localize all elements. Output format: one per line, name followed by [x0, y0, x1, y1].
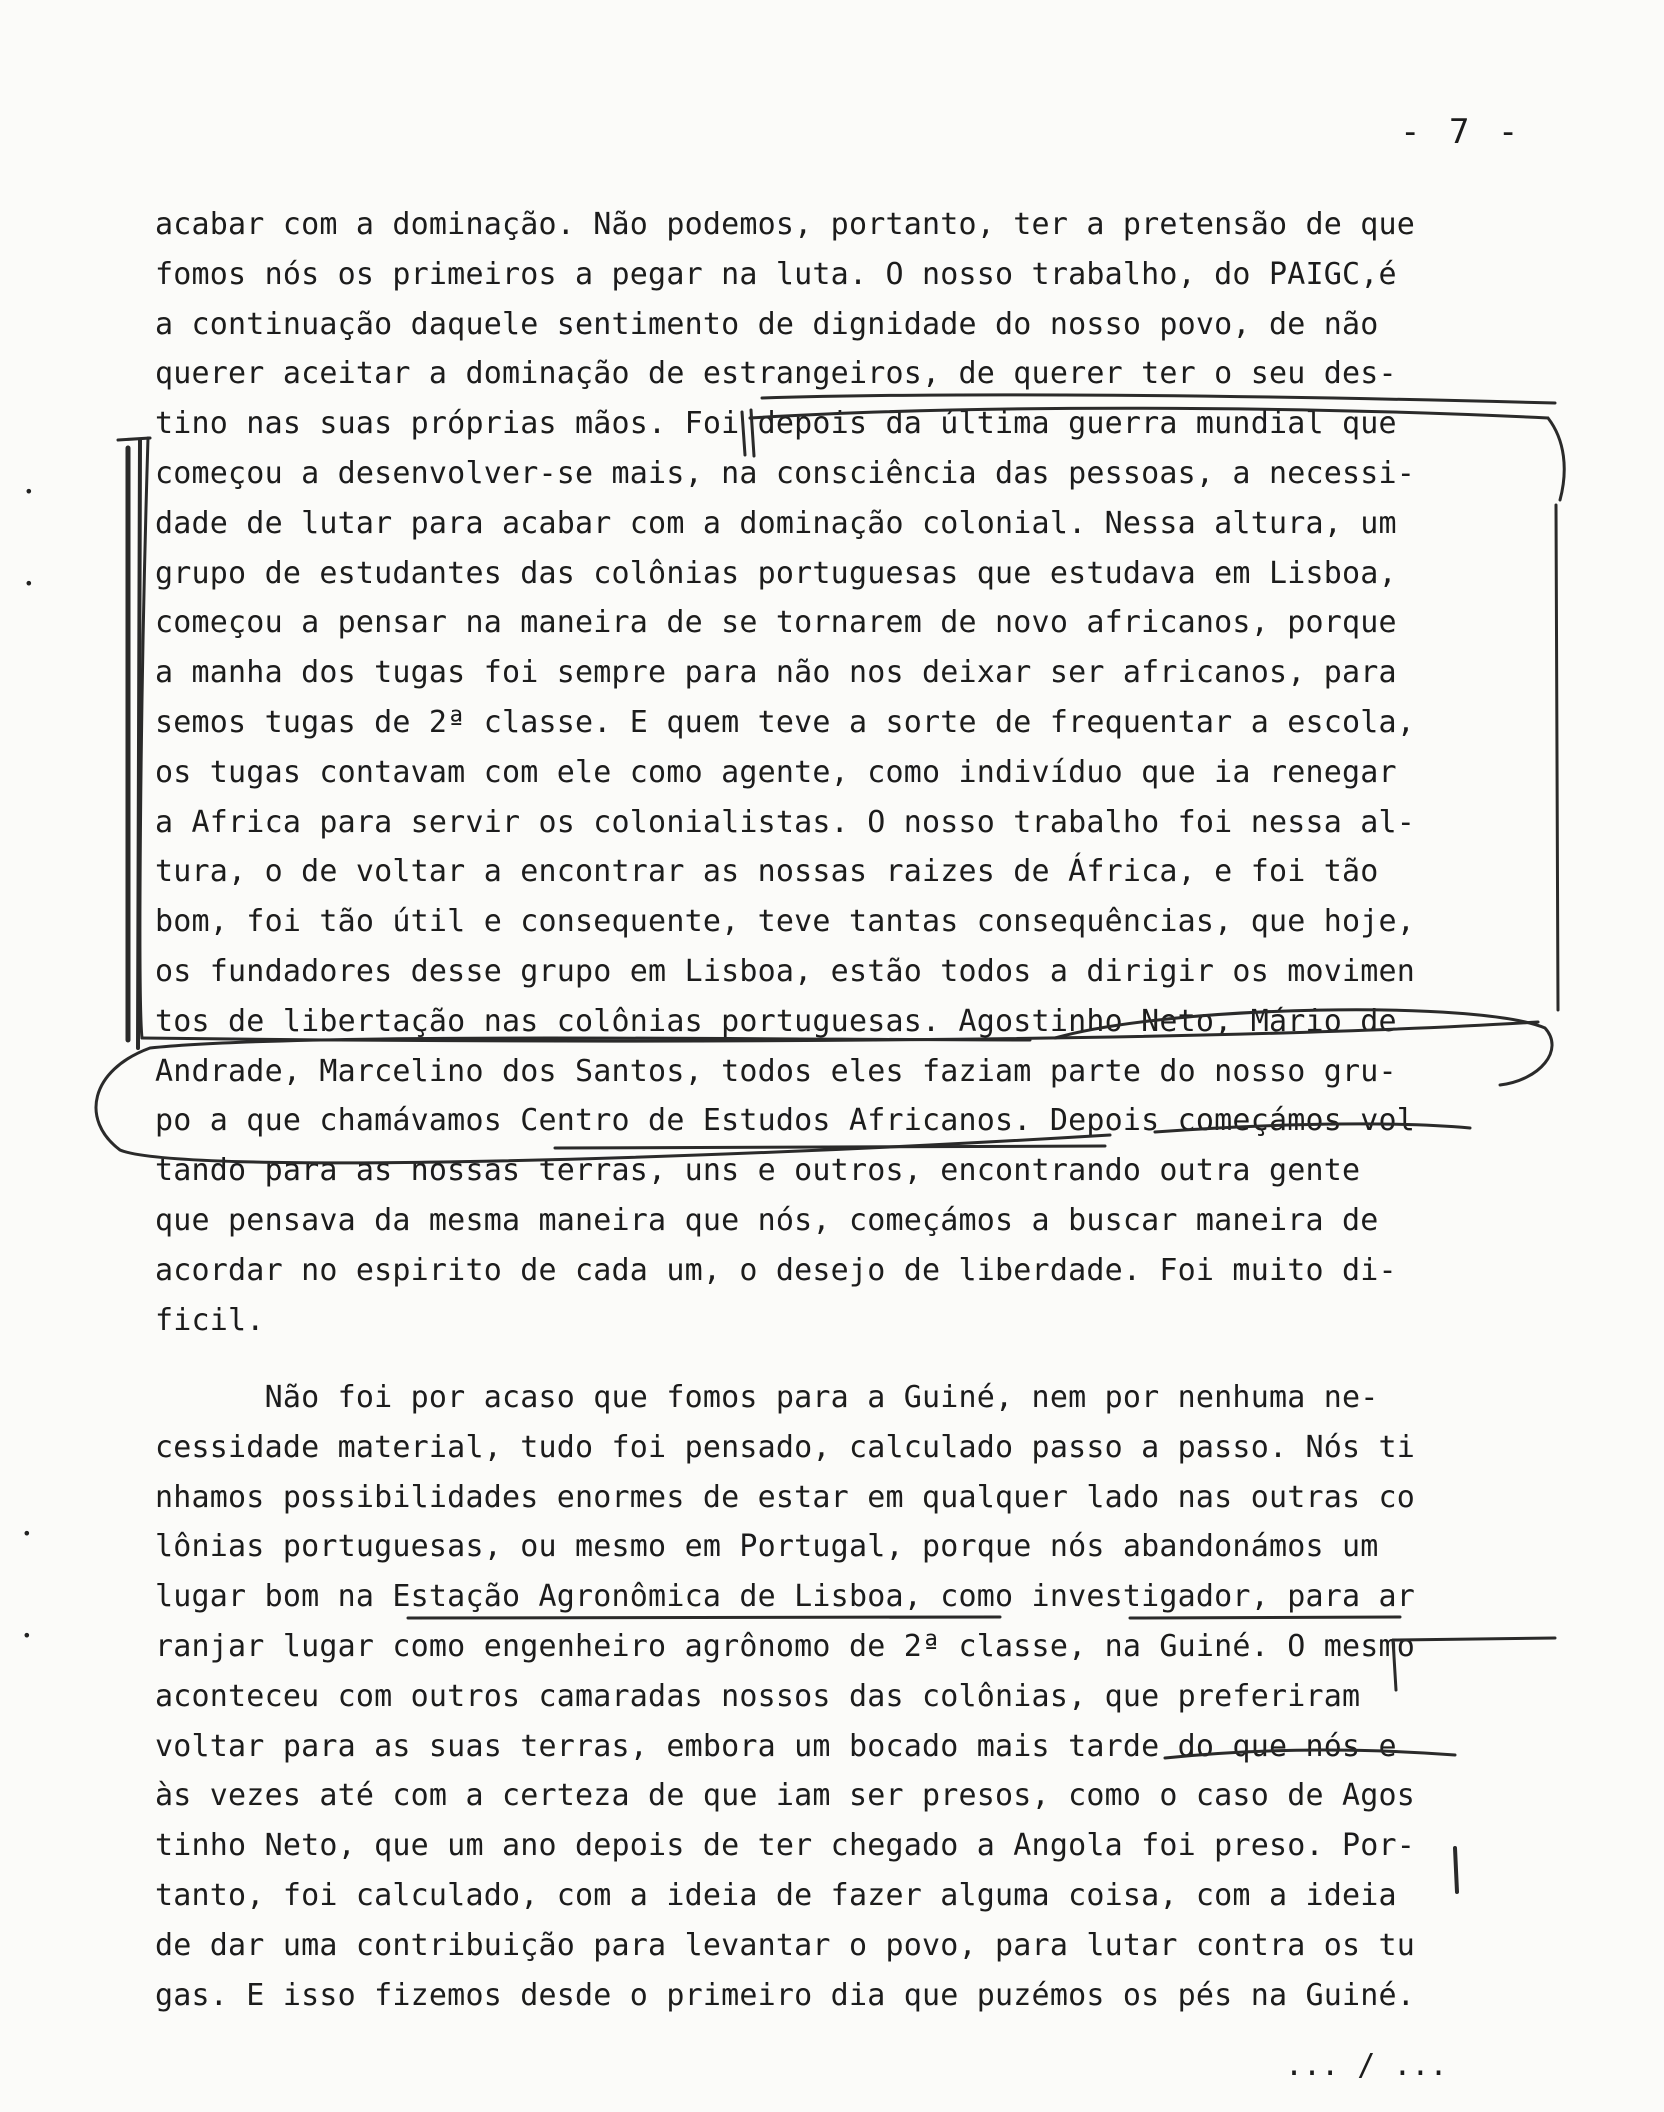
text-line: cessidade material, tudo foi pensado, calculado passo a passo. Nós ti	[155, 1429, 1416, 1465]
text-line: tino nas suas próprias mãos. Foi depois da última guerra mundial que	[155, 406, 1397, 442]
text-line: lugar bom na Estação Agronômica de Lisboa, como investigador, para ar	[155, 1579, 1416, 1615]
text-line: fomos nós os primeiros a pegar na luta. O nosso trabalho, do PAIGC,é	[155, 256, 1397, 292]
text-line: grupo de estudantes das colônias portuguesas que estudava em Lisboa,	[155, 555, 1397, 591]
text-line: os tugas contavam com ele como agente, como indivíduo que ia renegar	[155, 754, 1397, 790]
text-line: tanto, foi calculado, com a ideia de fazer alguma coisa, com a ideia	[155, 1877, 1397, 1913]
continuation-marker: ... / ...	[1285, 2048, 1448, 2083]
text-line: acabar com a dominação. Não podemos, portanto, ter a pretensão de que	[155, 207, 1416, 242]
text-line: ranjar lugar como engenheiro agrônomo de 2ª classe, na Guiné. O mesmo	[155, 1628, 1416, 1664]
text-line: tando para as nossas terras, uns e outros, encontrando outra gente	[155, 1153, 1361, 1189]
text-line: dade de lutar para acabar com a dominação colonial. Nessa altura, um	[155, 505, 1397, 541]
text-line: voltar para as suas terras, embora um bocado mais tarde do que nós e	[155, 1728, 1397, 1764]
text-line: a continuação daquele sentimento de dignidade do nosso povo, de não	[155, 306, 1379, 342]
margin-dot: •	[24, 482, 34, 501]
text-line: tos de libertação nas colônias portuguesas. Agostinho Neto, Mário de	[155, 1003, 1397, 1039]
text-line: começou a desenvolver-se mais, na consciência das pessoas, a necessi-	[155, 455, 1416, 491]
text-line: semos tugas de 2ª classe. E quem teve a sorte de frequentar a escola,	[155, 704, 1416, 740]
text-line: os fundadores desse grupo em Lisboa, estão todos a dirigir os movimen	[155, 953, 1416, 989]
text-line: tura, o de voltar a encontrar as nossas raizes de África, e foi tão	[155, 854, 1379, 890]
text-line: Não foi por acaso que fomos para a Guiné, nem por nenhuma ne-	[155, 1380, 1379, 1415]
paragraph-1	[155, 200, 1415, 1345]
text-line: às vezes até com a certeza de que iam ser presos, como o caso de Agos	[155, 1778, 1416, 1814]
text-line: lônias portuguesas, ou mesmo em Portugal, porque nós abandonámos um	[155, 1529, 1379, 1565]
text-line: ficil.	[155, 1302, 265, 1338]
text-line: po a que chamávamos Centro de Estudos Africanos. Depois começámos vol	[155, 1103, 1416, 1139]
paragraph-2	[155, 1373, 1415, 2020]
text-line: Andrade, Marcelino dos Santos, todos eles faziam parte do nosso gru-	[155, 1053, 1397, 1089]
text-line: acordar no espirito de cada um, o desejo de liberdade. Foi muito di-	[155, 1252, 1397, 1288]
text-line: gas. E isso fizemos desde o primeiro dia que puzémos os pés na Guiné.	[155, 1977, 1416, 2013]
margin-dot: •	[24, 574, 34, 593]
text-line: que pensava da mesma maneira que nós, começámos a buscar maneira de	[155, 1202, 1379, 1238]
text-line: querer aceitar a dominação de estrangeiros, de querer ter o seu des-	[155, 356, 1397, 392]
text-line: nhamos possibilidades enormes de estar em qualquer lado nas outras co	[155, 1479, 1416, 1515]
margin-dot: •	[22, 1524, 32, 1543]
text-line: a manha dos tugas foi sempre para não nos deixar ser africanos, para	[155, 655, 1397, 691]
text-line: de dar uma contribuição para levantar o povo, para lutar contra os tu	[155, 1927, 1416, 1963]
text-line: começou a pensar na maneira de se tornarem de novo africanos, porque	[155, 605, 1397, 641]
text-line: a Africa para servir os colonialistas. O nosso trabalho foi nessa al-	[155, 804, 1416, 840]
text-line: aconteceu com outros camaradas nossos das colônias, que preferiram	[155, 1678, 1361, 1714]
margin-dot: •	[22, 1626, 32, 1645]
text-line: bom, foi tão útil e consequente, teve tantas consequências, que hoje,	[155, 904, 1416, 940]
page-number: - 7 -	[1400, 112, 1523, 152]
text-line: tinho Neto, que um ano depois de ter chegado a Angola foi preso. Por-	[155, 1828, 1416, 1864]
